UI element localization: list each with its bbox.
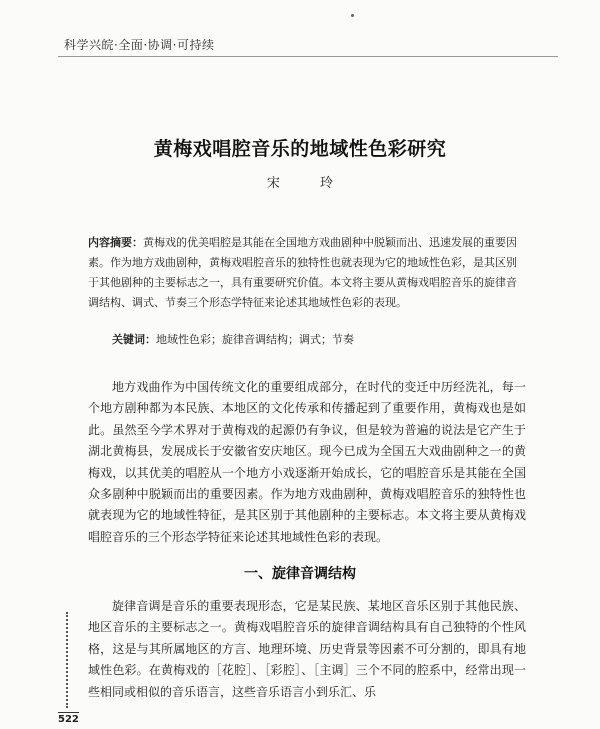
abstract-label: 内容摘要： xyxy=(88,236,143,249)
margin-dotted-line xyxy=(66,612,68,708)
abstract-text: 黄梅戏的优美唱腔是其能在全国地方戏曲剧种中脱颖而出、迅速发展的重要因素。作为地方戏曲剧种，黄梅戏唱腔音乐的独特性也就表现为它的地域性色彩，是其区别于其他剧种的主要标志之一，具有重要研究价值。本文将主要从黄梅戏唱腔音乐的旋律音调结构、调式、节奏三个形态学特征来论述其地域性色彩的表现。 xyxy=(88,236,517,309)
scan-speck xyxy=(351,14,354,17)
abstract-block xyxy=(88,233,518,313)
journal-header: 科学兴皖·全面·协调·可持续 xyxy=(64,38,215,52)
keywords-label: 关键词： xyxy=(112,333,156,346)
body-paragraph-melody: 旋律音调是音乐的重要表现形态，它是某民族、某地区音乐区别于其他民族、地区音乐的主要标志之一。黄梅戏唱腔音乐的旋律音调结构具有自己独特的个性风格，这是与其所属地区的方言、地理环境、历史背景等因素不可分割的，即具有地域性色彩。在黄梅戏的［花腔］、［彩腔］、［主调］三个不同的腔系中，经常出现一些相同或相似的音乐语言，这些音乐语言小到乐汇、乐 xyxy=(88,599,526,699)
header-divider xyxy=(58,56,558,57)
keywords-text: 地域性色彩；旋律音调结构；调式；节奏 xyxy=(156,333,354,346)
keywords-block xyxy=(112,331,532,347)
article-title: 黄梅戏唱腔音乐的地域性色彩研究 xyxy=(153,138,447,160)
body-paragraph-intro: 地方戏曲作为中国传统文化的重要组成部分，在时代的变迁中历经洗礼，每一个地方剧种都为本民族、本地区的文化传承和传播起到了重要作用，黄梅戏也是如此。虽然至今学术界对于黄梅戏的起源仍有争议，但是较为普遍的说法是它产生于湖北黄梅县，发展成长于安徽省安庆地区。现今已成为全国五大戏曲剧种之一的黄梅戏，以其优美的唱腔从一个地方小戏逐渐开始成长，它的唱腔音乐是其能在全国众多剧种中脱颖而出的重要因素。作为地方戏曲剧种，黄梅戏唱腔音乐的独特性也就表现为它的地域性特征，是其区别于其他剧种的主要标志。本文将主要从黄梅戏唱腔音乐的三个形态学特征来论述其地域性色彩的表现。 xyxy=(88,380,526,544)
section-heading: 一、旋律音调结构 xyxy=(244,566,356,582)
article-author: 宋 玲 xyxy=(266,176,352,191)
page-number: 522 xyxy=(58,714,79,725)
